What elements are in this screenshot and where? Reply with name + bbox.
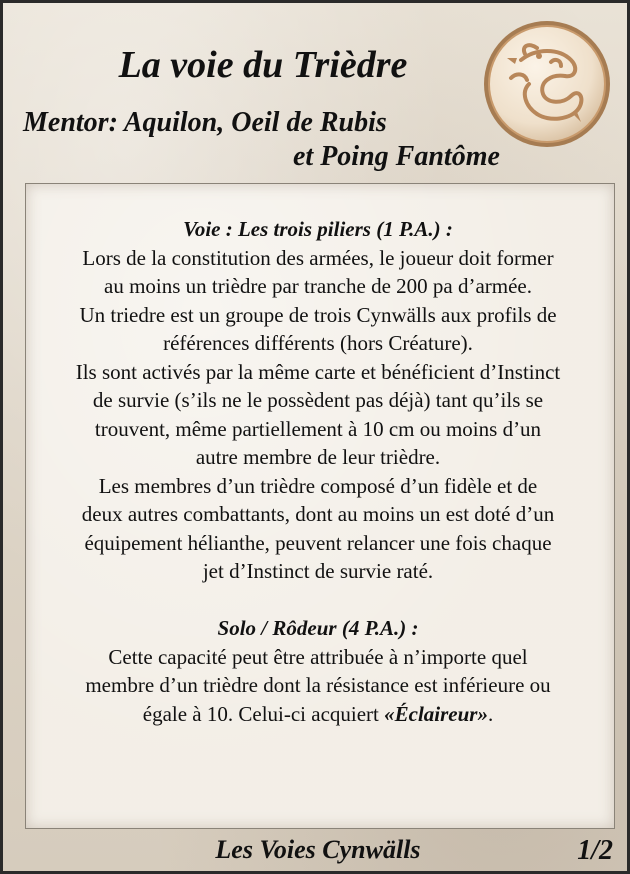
rule-line-suffix: . bbox=[487, 701, 494, 726]
mentor-line-1: Mentor: Aquilon, Oeil de Rubis bbox=[23, 107, 387, 138]
rule-line: jet d’Instinct de survie raté. bbox=[202, 559, 434, 583]
dragon-emblem-icon bbox=[481, 18, 613, 150]
rule-line: membre d’un trièdre dont la résistance est inférieure ou bbox=[85, 673, 551, 697]
section-heading-voie: Voie : Les trois piliers (1 P.A.) : bbox=[183, 217, 453, 241]
rules-text bbox=[23, 215, 613, 728]
footer-title: Les Voies Cynwälls bbox=[215, 835, 421, 864]
rule-line: Les membres d’un trièdre composé d’un fidèle et de bbox=[98, 473, 538, 498]
rule-line: au moins un trièdre par tranche de 200 pa d’armée. bbox=[104, 274, 532, 298]
page-number: 1/2 bbox=[577, 835, 613, 866]
card-title: La voie du Trièdre bbox=[118, 44, 408, 86]
rule-line-prefix: égale à 10. Celui-ci acquiert bbox=[142, 701, 385, 726]
rule-line: Ils sont activés par la même carte et bénéficient d’Instinct bbox=[75, 359, 561, 384]
rule-line-last bbox=[23, 700, 613, 729]
rule-line: Lors de la constitution des armées, le joueur doit former bbox=[82, 245, 554, 270]
rule-line: deux autres combattants, dont au moins un est doté d’un bbox=[81, 502, 555, 526]
mentor-line-2: et Poing Fantôme bbox=[293, 141, 500, 172]
rule-line: Cette capacité peut être attribuée à n’importe quel bbox=[108, 644, 528, 669]
eclaireur-keyword: «Éclaireur» bbox=[384, 701, 488, 726]
rule-line: autre membre de leur trièdre. bbox=[195, 445, 441, 469]
rule-line: équipement hélianthe, peuvent relancer une fois chaque bbox=[84, 530, 552, 555]
rule-line: références différents (hors Créature). bbox=[163, 331, 473, 355]
rule-line: trouvent, même partiellement à 10 cm ou moins d’un bbox=[94, 416, 542, 441]
rule-line: Un triedre est un groupe de trois Cynwälls aux profils de bbox=[79, 302, 557, 327]
section-heading-solo: Solo / Rôdeur (4 P.A.) : bbox=[217, 616, 419, 640]
section-spacer bbox=[23, 586, 613, 615]
rule-line: de survie (s’ils ne le possèdent pas déjà) tant qu’ils se bbox=[92, 388, 544, 412]
